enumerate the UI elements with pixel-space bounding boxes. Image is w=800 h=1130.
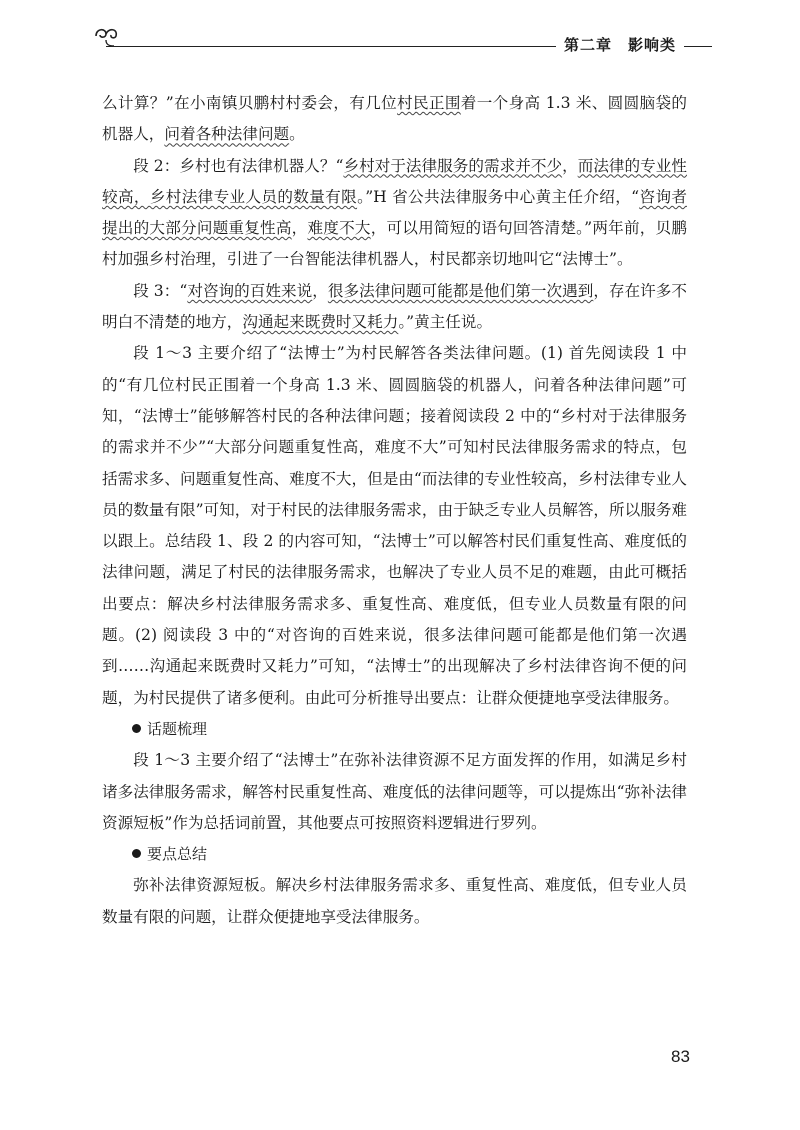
topic-sorting-paragraph: 段 1～3 主要介绍了“法博士”在弥补法律资源不足方面发挥的作用，如满足乡村诸多法律服务需求，解答村民重复性高、难度低的法律问题等，可以提炼出“弥补法律资源短板”作为总括词前置，其他要点可按照资料逻辑进行罗列。 — [102, 751, 687, 832]
page-body — [102, 88, 687, 933]
paragraph-3: 段 3：“对咨询的百姓来说，很多法律问题可能都是他们第一次遇到，存在许多不明白不清楚的地方，沟通起来既费时又耗力。”黄主任说。 — [102, 281, 687, 332]
bullet-icon — [132, 849, 141, 858]
heading-topic-sorting: 话题梳理 — [102, 714, 687, 745]
paragraph-1: 么计算？”在小南镇贝鹏村村委会，有几位村民正围着一个身高 1.3 米、圆圆脑袋的机器人，问着各种法律问题。 — [102, 94, 687, 144]
page-number: 83 — [671, 1047, 690, 1066]
decorative-swirl-icon — [92, 24, 132, 60]
running-header — [92, 24, 712, 60]
key-points-paragraph: 弥补法律资源短板。解决乡村法律服务需求多、重复性高、难度低，但专业人员数量有限的问题，让群众便捷地享受法律服务。 — [102, 876, 687, 926]
paragraph-2: 段 2：乡村也有法律机器人？“乡村对于法律服务的需求并不少，而法律的专业性较高，乡村法律专业人员的数量有限。”H 省公共法律服务中心黄主任介绍，“咨询者提出的大部分问题重复性高，难度不大，可以用简短的语句回答清楚。”两年前，贝鹏村加强乡村治理，引进了一台智能法律机器人，村民都亲切地叫它“法博士”。 — [102, 156, 687, 269]
bullet-icon — [132, 724, 141, 733]
analysis-paragraph: 段 1～3 主要介绍了“法博士”为村民解答各类法律问题。(1) 首先阅读段 1 中的“有几位村民正围着一个身高 1.3 米、圆圆脑袋的机器人，问着各种法律问题”可知，“法博士”能够解答村民的各种法律问题；接着阅读段 2 中的“乡村对于法律服务的需求并不少”“大部分问题重复性高，难度不大”可知村民法律服务需求的特点，包括需求多、问题重复性高、难度不大，但是由“而法律的专业性较高，乡村法律专业人员的数量有限”可知，对于村民的法律服务需求，由于缺乏专业人员解答，所以服务难以跟上。总结段 1、段 2 的内容可知，“法博士”可以解答村民们重复性高、难度低的法律问题，满足了村民的法律服务需求，也解决了专业人员不足的难题，由此可概括出要点：解决乡村法律服务需求多、重复性高、难度低，但专业人员数量有限的问题。(2) 阅读段 3 中的“对咨询的百姓来说，很多法律问题可能都是他们第一次遇到……沟通起来既费时又耗力”可知，“法博士”的出现解决了乡村法律咨询不便的问题，为村民提供了诸多便利。由此可分析推导出要点：让群众便捷地享受法律服务。 — [102, 344, 687, 707]
chapter-title: 第二章 影响类 — [556, 34, 684, 56]
heading-key-points: 要点总结 — [102, 839, 687, 870]
